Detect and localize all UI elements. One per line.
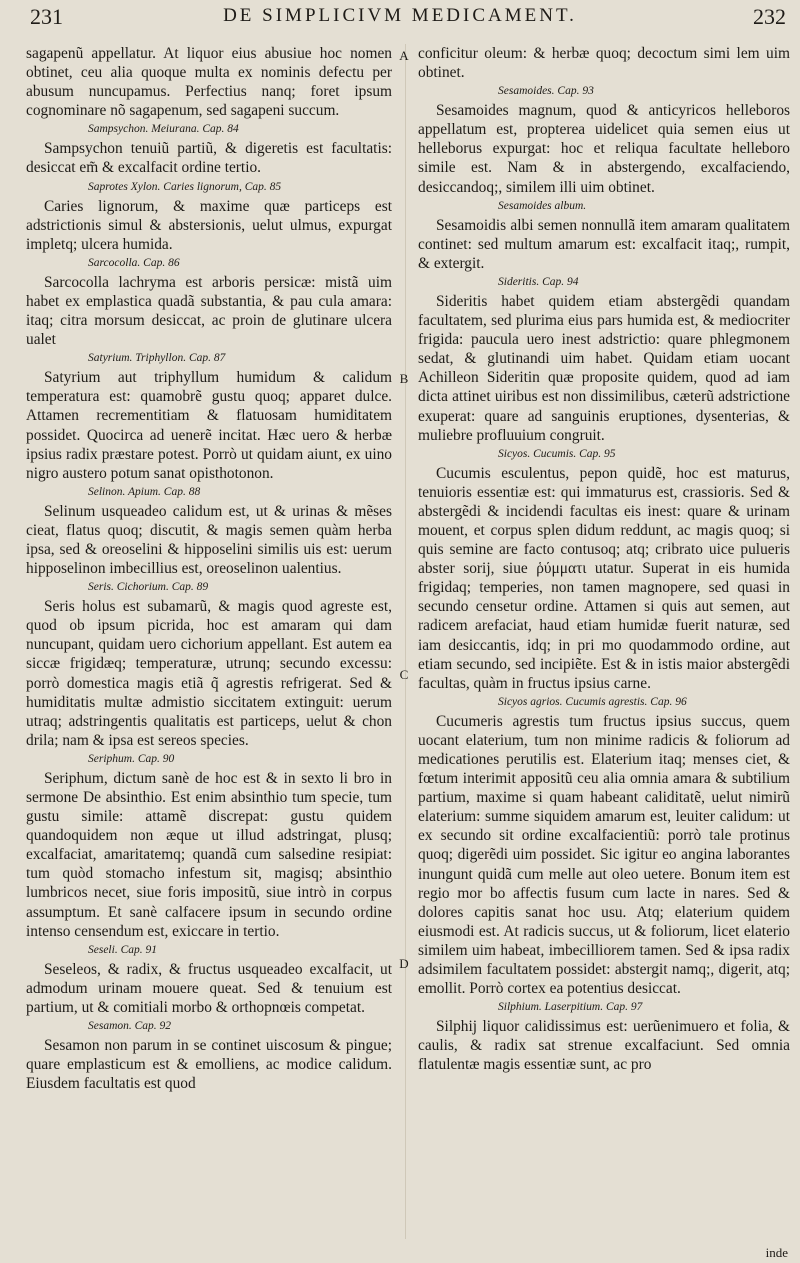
chapter-heading: Sideritis. Cap. 94: [498, 275, 579, 288]
chapter-heading: Silphium. Laserpitium. Cap. 97: [498, 1001, 643, 1014]
chapter-heading: Sesamon. Cap. 92: [88, 1020, 172, 1033]
margin-letter-b: B: [399, 371, 409, 386]
paragraph: Satyrium aut triphyllum humidum & calidum temperatura est: quamobrẽ gustu quoq; apparet dulce. Attamen recrementitiam & flatuosam humiditatem possidet. Quocirca ad uenerẽ incitat. Hæc uero & herbæ ipsius radix præstare potest. Porrò ut quidam aiunt, ex uino nigro austero potum sanat opisthotonon.: [26, 369, 392, 482]
margin-letter-c: C: [399, 667, 409, 682]
page-number-right: 232: [753, 4, 786, 29]
paragraph: Seseleos, & radix, & fructus usqueadeo excalfacit, ut admodum urinam mouere queat. Sed & tenuium est partium, ut & comitiali morbo & orthopnœis competat.: [26, 960, 392, 1016]
chapter-heading: Seriphum. Cap. 90: [88, 752, 175, 765]
page-number-left: 231: [30, 4, 63, 29]
right-column: [418, 44, 790, 1075]
paragraph: Sampsychon tenuiũ partiũ, & digeretis est facultatis: desiccat em̃ & excalfacit ordine tertio.: [26, 140, 392, 177]
margin-letter-d: D: [399, 956, 409, 971]
paragraph: Sesamon non parum in se continet uiscosum & pingue; quare emplasticum est & emolliens, ac modice calidum. Eiusdem facultatis est quod: [26, 1037, 392, 1093]
margin-letter-a: A: [399, 48, 409, 63]
paragraph: Sideritis habet quidem etiam abstergẽdi quandam facultatem, sed plurima eius pars humida est, & mediocriter frigida: paucula uero inest adstrictio: quare phlegmonem sedat, & glutinandi uim habet. Quidam etiam uocant Achilleon Sideritin quæ proposite quidem, quod ad iam dicta attinet uiribus est non dissimilibus, cæterũ adstrictione exuperat: quare ad sanguinis eruptiones, dysenterias, & muliebre profluuium congruit.: [418, 292, 790, 444]
running-title: DE SIMPLICIVM MEDICAMENT.: [223, 5, 577, 26]
paragraph: Caries lignorum, & maxime quæ particeps est adstrictionis simul & abstersionis, uelut ulmus, expurgat impletq; ulcera humida.: [26, 197, 392, 253]
paragraph: Seriphum, dictum sanè de hoc est & in sexto li bro in sermone De absinthio. Est enim absinthio tum specie, tum gustu simile: attamẽ discrepat: gustu quidem quandoquidem non æque ut illud adstringat, plusq; excalfaciat, amaritatemq; quandã cum salsedine resipiat: tum quòd stomacho infestum sit, magisq; absinthio lumbricos necet, siue foris impositũ, siue intrò in corpus assumptum. Et sanè calfacere ipsum in secundo ordine intenso censendum est, exiccare in tertio.: [26, 769, 392, 940]
chapter-heading: Sesamoides. Cap. 93: [498, 85, 594, 98]
column-gutter: [405, 44, 406, 1239]
paragraph: Sesamoidis albi semen nonnullã item amaram qualitatem continet: sed multum amarum est: excalfacit itaq;, rumpit, & extergit.: [418, 216, 790, 272]
chapter-heading: Sampsychon. Meiurana. Cap. 84: [88, 123, 239, 136]
paragraph: sagapenũ appellatur. At liquor eius abusiue hoc nomen obtinet, ceu alia quoque multa ex nominis defectu per abusum nuncupamus. Perfectius nanq; foret ipsum cognominare nõ sagapenum, sed sagapeni succum.: [26, 45, 392, 120]
chapter-heading: Sesamoides album.: [498, 199, 587, 212]
paragraph: Silphij liquor calidissimus est: uerũenimuero et folia, & caulis, & radix sat strenue excalfaciunt. Sed omnia flatulentæ magis essentiæ sunt, ac pro: [418, 1018, 790, 1074]
chapter-heading: Selinon. Apium. Cap. 88: [88, 485, 201, 498]
chapter-heading: Sicyos agrios. Cucumis agrestis. Cap. 96: [498, 695, 687, 708]
paragraph: Selinum usqueadeo calidum est, ut & urinas & mẽses cieat, flatus quoq; discutit, & magis semen quàm herba ipsa, sed & oreoselini & hipposelini similis uis est: uerum hipposelinon imbecillius est, oreoselinon ualentius.: [26, 502, 392, 578]
paragraph: Seris holus est subamarũ, & magis quod agreste est, quod ob ipsum picrida, hoc est amaram qui dam nuncupant, quidam uero cichorium appellant. Est autem ea siccæ frigidæq; temperaturæ, utrunq; secundo excessu: porrò domestica magis etiã q̃ agrestis refrigerat. Sed & humiditatis multæ admistio siccitatem extinguit: uerum utraq; adstringentis qualitatis est particeps, uelut & chon drila; nam & ipsa est sereos species.: [26, 598, 392, 749]
page-header: [0, 0, 800, 30]
chapter-heading: Saprotes Xylon. Caries lignorum, Cap. 85: [88, 180, 282, 193]
paragraph: conficitur oleum: & herbæ quoq; decoctum simi lem uim obtinet.: [418, 45, 790, 82]
chapter-heading: Sicyos. Cucumis. Cap. 95: [498, 447, 616, 460]
catchword: inde: [765, 1245, 788, 1260]
chapter-heading: Seseli. Cap. 91: [88, 943, 157, 956]
chapter-heading: Sarcocolla. Cap. 86: [88, 256, 180, 269]
chapter-heading: Seris. Cichorium. Cap. 89: [88, 581, 209, 594]
left-column: [26, 44, 392, 1093]
paragraph: Cucumeris agrestis tum fructus ipsius succus, quem uocant elaterium, tum non minime radicis & foliorum ad medicationes perutilis est. Elaterium itaq; menses ciet, & fœtum interimit appositũ ceu alia omnia amara & subtilium partium, maxime si quam habeant caliditatẽ, uelut nimirũ elaterium: summe siquidem amarum est, leuiter calidum: ut ex secundo sit ordine excalfacientiũ: porrò tale protinus quoq; digerẽdi uim possidet. Sic igitur eo angina laborantes inungunt quidã cum melle aut oleo uetere. Bonum item est regio mor bo affectis fusum cum lacte in nares. Sed & dolores capitis sanat hoc usu. Atq; elaterium quidem eiusmodi est. At radicis succus, ut & foliorum, licet elaterio similem uim habeat, imbecilliorem tamen. Sed & ipsa radix adsimilem facultatem possidet: abstergit namq;, digerit, atq; emollit. Porrò cortex ea potentius desiccat.: [418, 712, 790, 998]
paragraph: Cucumis esculentus, pepon quidẽ, hoc est maturus, tenuioris essentiæ est: qui immaturus est, crassioris. Sed & abstergẽdi & incidendi facultas eis inest: quare & urinam mouent, et corpus splen didum reddunt, ac magis quoq; si quis semine are facto contusoq; atq; cribrato uice pulueris abster sorij, siue ῥύμματι utatur. Superat in eis humida frigidaq; temperies, non tamen magnopere, sed quasi in secundo censetur ordine. Attamen si quis aut semen, aut radicem arefaciat, haud etiam humidæ fuerit naturæ, sed iam desiccantis, idq; in pri mo quodammodo ordine, aut etiam secundo, sed incipiẽte. Est & in istis maior abstergẽdi facultas, quàm in fructus ipsius carne.: [418, 464, 790, 692]
paragraph: Sarcocolla lachryma est arboris persicæ: mistã uim habet ex emplastica quadã substantia, & pau cula amara: itaq; citra morsum desiccat, ac proin de glutinare ulcera ualet: [26, 273, 392, 349]
paragraph: Sesamoides magnum, quod & anticyricos helleboros appellatum est, propterea uidelicet quia semen eius ut helleborus expurgat: hoc et reliqua facultate helleboro simile est. Nam & in abstergendo, excalfaciendo, desiccandoq;, similem illi uim obtinet.: [418, 102, 790, 196]
chapter-heading: Satyrium. Triphyllon. Cap. 87: [88, 352, 226, 365]
